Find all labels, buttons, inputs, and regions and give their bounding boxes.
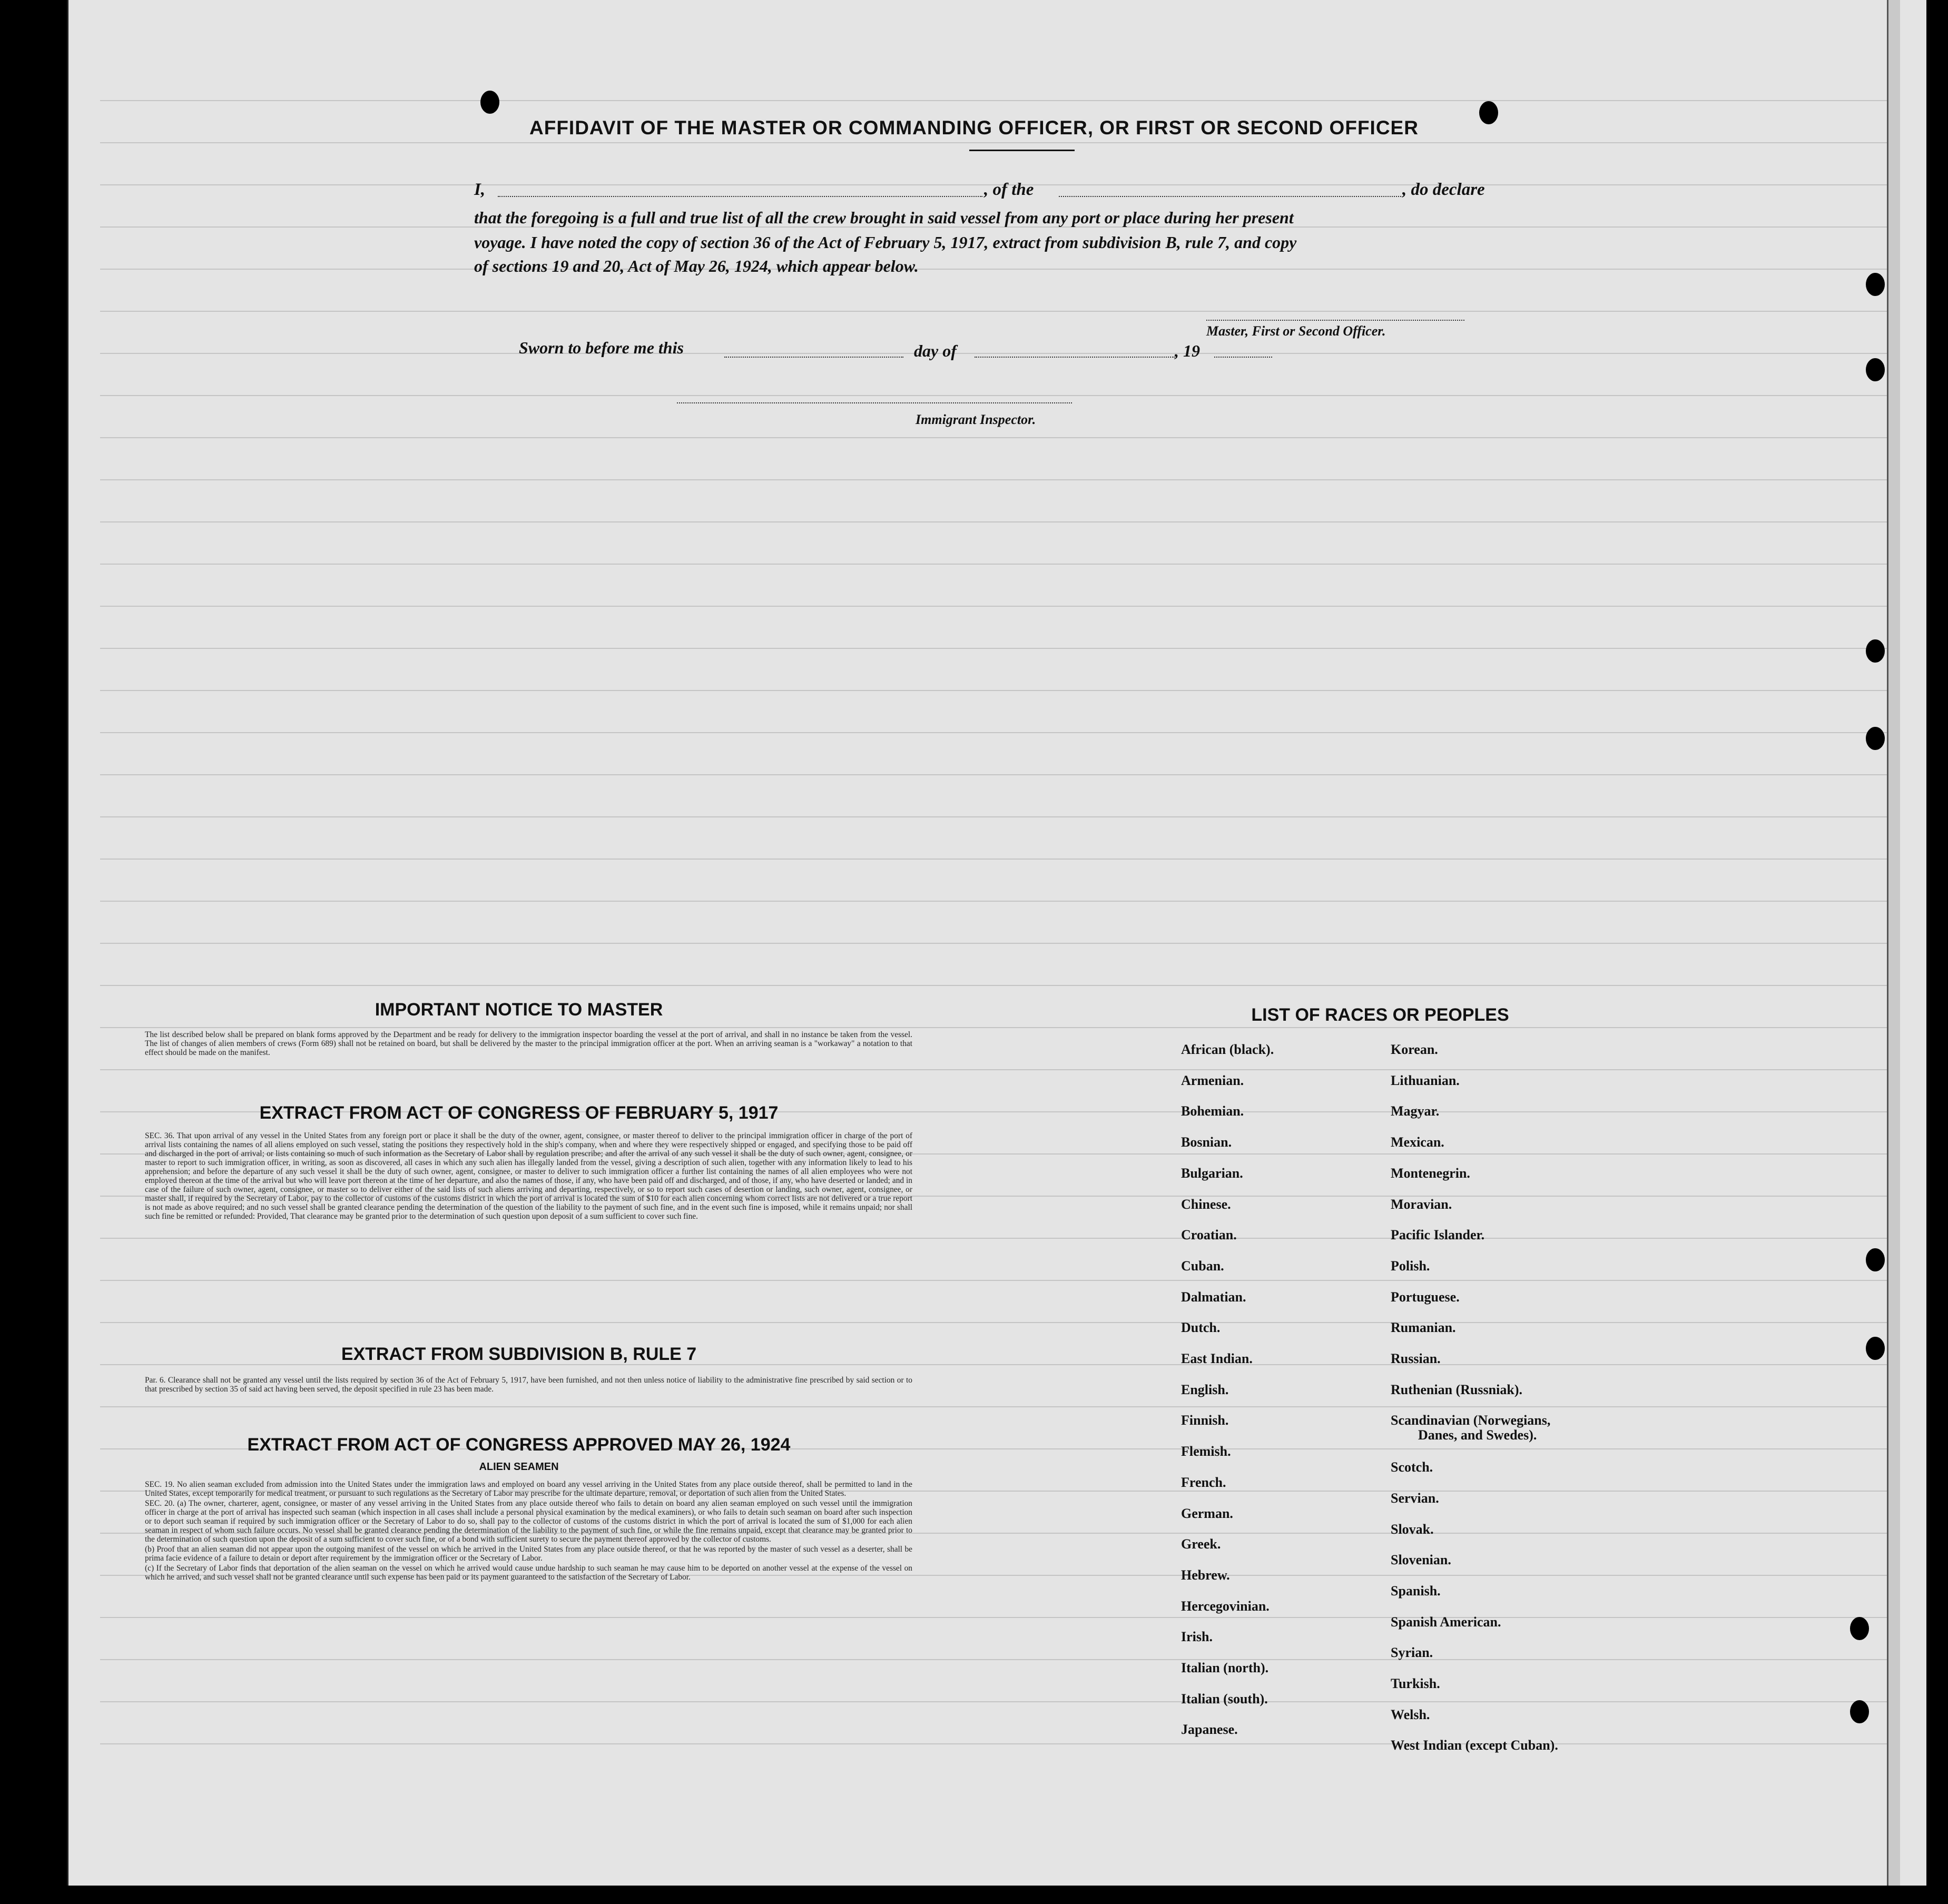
- punch-hole: [1866, 727, 1885, 750]
- race-item: Russian.: [1391, 1351, 1441, 1366]
- inspector-signature-blank[interactable]: [677, 402, 1072, 403]
- punch-hole: [1866, 1248, 1885, 1271]
- race-item: Spanish.: [1391, 1583, 1441, 1599]
- race-item: Lithuanian.: [1391, 1073, 1460, 1088]
- extract-1924-text: [145, 1480, 912, 1583]
- race-item: Bohemian.: [1181, 1103, 1244, 1119]
- punch-hole: [1866, 639, 1885, 663]
- sworn-day-blank[interactable]: [724, 357, 903, 358]
- race-item: Ruthenian (Russniak).: [1391, 1382, 1522, 1397]
- race-item: East Indian.: [1181, 1351, 1253, 1366]
- race-item: Syrian.: [1391, 1645, 1433, 1660]
- extract-1917-title: EXTRACT FROM ACT OF CONGRESS OF FEBRUARY 5, 1917: [259, 1103, 779, 1123]
- sec-20c-text: (c) If the Secretary of Labor finds that deportation of the alien seaman on the vessel on which he arrived would cause undue hardship to such seaman he may cause him to be deported on another vessel at the expense of the vessel on which he arrived, and such vessel shall not be granted clearance until such expense has been paid or its payment guaranteed to the satisfaction of the Secretary of Labor.: [145, 1564, 912, 1582]
- notice-title: IMPORTANT NOTICE TO MASTER: [375, 1000, 663, 1020]
- race-item: Flemish.: [1181, 1444, 1231, 1459]
- race-item: Mexican.: [1391, 1134, 1444, 1150]
- race-item: Italian (north).: [1181, 1660, 1269, 1675]
- race-item: Dalmatian.: [1181, 1289, 1246, 1305]
- race-item: West Indian (except Cuban).: [1391, 1738, 1558, 1753]
- race-item: Slovak.: [1391, 1522, 1434, 1537]
- race-item: Magyar.: [1391, 1103, 1440, 1119]
- punch-hole: [1850, 1700, 1869, 1723]
- year-label: , 19: [1175, 341, 1200, 360]
- affidavit-of-the: , of the: [984, 180, 1034, 199]
- race-item: Rumanian.: [1391, 1320, 1456, 1335]
- race-item: Croatian.: [1181, 1227, 1237, 1242]
- day-of-label: day of: [914, 341, 957, 360]
- affidavit-line-3: voyage. I have noted the copy of section 36 of the Act of February 5, 1917, extract from subdivision B, rule 7, and copy: [474, 233, 1297, 252]
- sec-19-text: SEC. 19. No alien seaman excluded from admission into the United States under the immigration laws and employed on board any vessel arriving in the United States from any place outside thereof, shall be permitted to land in the United States, except temporarily for medical treatment, or pursuant to such regulations as the Secretary of Labor may prescribe for the ultimate departure, removal, or deportation of such alien from the United States.: [145, 1480, 912, 1498]
- race-item: African (black).: [1181, 1042, 1274, 1057]
- extract-rule7-text: Par. 6. Clearance shall not be granted any vessel until the lists required by section 36 of the Act of February 5, 1917, have been furnished, and not then unless notice of liability to the administrative fine prescribed by said section or to that prescribed by section 35 of said act having been served, the deposit specified in rule 23 has been made.: [145, 1376, 912, 1394]
- sworn-year-blank[interactable]: [1214, 357, 1272, 358]
- inspector-caption: Immigrant Inspector.: [916, 412, 1036, 427]
- officer-name-blank[interactable]: [498, 196, 982, 197]
- race-item: Korean.: [1391, 1042, 1438, 1057]
- race-item: Danes, and Swedes).: [1418, 1427, 1537, 1443]
- race-item: Finnish.: [1181, 1413, 1229, 1428]
- master-caption: Master, First or Second Officer.: [1206, 323, 1386, 339]
- race-item: German.: [1181, 1506, 1233, 1521]
- affidavit-line-2: that the foregoing is a full and true list of all the crew brought in said vessel from any port or place during her present: [474, 208, 1294, 227]
- race-item: Irish.: [1181, 1629, 1213, 1644]
- race-item: Bosnian.: [1181, 1134, 1232, 1150]
- sec-20a-text: SEC. 20. (a) The owner, charterer, agent, consignee, or master of any vessel arriving in the United States from any place outside thereof who fails to detain on board any alien seaman employed on such vessel until the immigration officer in charge at the port of arrival has inspected such seaman (which inspection in all cases shall include a personal physical examination by the medical examiners), or who fails to detain such seaman on board after such inspection or to deport such seaman if required by such immigration officer or the Secretary of Labor to do so, shall pay to the collector of customs of the customs district in which the port of arrival is located the sum of $1,000 for each alien seaman in respect of whom such failure occurs. No vessel shall be granted clearance pending the determination of the liability to the payment of such fine, or while the fine remains unpaid, except that clearance may be granted prior to the determination of such question upon the deposit of a sum sufficient to cover such fine, or of a bond with sufficient surety to secure the payment thereof approved by the collector of customs.: [145, 1499, 912, 1544]
- affidavit-do-declare: , do declare: [1402, 180, 1485, 199]
- race-item: Spanish American.: [1391, 1614, 1501, 1630]
- race-item: Moravian.: [1391, 1197, 1452, 1212]
- race-item: Slovenian.: [1391, 1552, 1451, 1567]
- race-item: Hebrew.: [1181, 1567, 1230, 1583]
- race-item: Portuguese.: [1391, 1289, 1460, 1305]
- race-item: Montenegrin.: [1391, 1166, 1470, 1181]
- punch-hole: [1479, 101, 1498, 124]
- page-edge: [1887, 0, 1900, 1886]
- title-rule: [969, 150, 1075, 151]
- race-item: Pacific Islander.: [1391, 1227, 1485, 1242]
- punch-hole: [1850, 1617, 1869, 1640]
- punch-hole: [1866, 358, 1885, 381]
- race-item: English.: [1181, 1382, 1229, 1397]
- extract-rule7-title: EXTRACT FROM SUBDIVISION B, RULE 7: [341, 1344, 697, 1364]
- race-item: French.: [1181, 1475, 1226, 1490]
- race-item: Servian.: [1391, 1491, 1439, 1506]
- race-item: Turkish.: [1391, 1676, 1440, 1691]
- race-item: Scandinavian (Norwegians,: [1391, 1413, 1551, 1428]
- punch-hole: [1866, 1337, 1885, 1360]
- affidavit-line-4: of sections 19 and 20, Act of May 26, 1924, which appear below.: [474, 257, 919, 275]
- race-item: Hercegovinian.: [1181, 1599, 1270, 1614]
- race-item: Greek.: [1181, 1536, 1221, 1552]
- document-sheet: [67, 0, 1926, 1886]
- master-signature-blank[interactable]: [1206, 320, 1464, 321]
- race-item: Polish.: [1391, 1258, 1430, 1274]
- sworn-label: Sworn to before me this: [519, 338, 684, 357]
- vessel-name-blank[interactable]: [1059, 196, 1401, 197]
- extract-1924-title: EXTRACT FROM ACT OF CONGRESS APPROVED MAY 26, 1924: [247, 1435, 791, 1455]
- race-item: Italian (south).: [1181, 1691, 1268, 1706]
- race-item: Welsh.: [1391, 1707, 1430, 1722]
- punch-hole: [480, 91, 499, 114]
- race-item: Scotch.: [1391, 1459, 1433, 1475]
- race-item: Bulgarian.: [1181, 1166, 1243, 1181]
- race-item: Cuban.: [1181, 1258, 1224, 1274]
- races-title: LIST OF RACES OR PEOPLES: [1251, 1005, 1509, 1025]
- race-item: Chinese.: [1181, 1197, 1231, 1212]
- race-item: Japanese.: [1181, 1722, 1238, 1737]
- extract-1924-subtitle: ALIEN SEAMEN: [479, 1461, 559, 1473]
- notice-text: The list described below shall be prepared on blank forms approved by the Department and be ready for delivery to the immigration inspector boarding the vessel at the port of arrival, and shall in no instance be taken from the vessel. The list of changes of alien members of crews (Form 689) shall not be retained on board, but shall be delivered by the master to the principal immigration officer at the port. When an arriving seaman is a "workaway" a notation to that effect should be made on the manifest.: [145, 1030, 912, 1057]
- race-item: Dutch.: [1181, 1320, 1221, 1335]
- affidavit-i: I,: [474, 180, 486, 199]
- sec-20b-text: (b) Proof that an alien seaman did not appear upon the outgoing manifest of the vessel on which he arrived in the United States from any place outside thereof, or that he was reported by the master of such vessel as a deserter, shall be prima facie evidence of a failure to detain or deport after requirement by the immigration officer or the Secretary of Labor.: [145, 1545, 912, 1563]
- extract-1917-text: SEC. 36. That upon arrival of any vessel in the United States from any foreign port or place it shall be the duty of the owner, agent, consignee, or master thereof to deliver to the principal immigration officer in charge of the port of arrival lists containing the names of all aliens employed on such vessel, stating the positions they respectively hold in the ship's company, when and where they were respectively shipped or engaged, and specifying those to be paid off and discharged in the port of arrival; or lists containing so much of such information as the Secretary of Labor shall by regulation prescribe; and after the arrival of any such vessel it shall be the duty of such owner, agent, consignee, or master to report to such immigration officer, in writing, as soon as discovered, all cases in which any such alien has illegally landed from the vessel, giving a description of such alien, together with any information likely to lead to his apprehension; and before the departure of any such vessel it shall be the duty of such owner, agent, consignee, or master to deliver to such immigration officer a further list containing the names of all alien employees who were not employed thereon at the time of the arrival but who will leave port thereon at the time of her departure, and also the names of those, if any, who have been paid off and discharged, and of those, if any, who have deserted or landed; and in case of the failure of such owner, agent, consignee, or master so to deliver either of the said lists of such aliens arriving and departing, respectively, or so to report such cases of desertion or landing, such owner, agent, consignee, or master shall, if required by the Secretary of Labor, pay to the collector of customs of the customs district in which the port of arrival is located the sum of $10 for each alien concerning whom correct lists are not delivered or a true report is not made as above required; and no such vessel shall be granted clearance pending the determination of the question of the liability to the payment of such fine, and in the event such fine is imposed, while it remains unpaid; nor shall such fine be remitted or refunded: Provided, That clearance may be granted prior to the determination of such question upon deposit of a sum sufficient to cover such fine.: [145, 1131, 912, 1221]
- sworn-month-blank[interactable]: [975, 357, 1175, 358]
- race-item: Armenian.: [1181, 1073, 1244, 1088]
- affidavit-title: AFFIDAVIT OF THE MASTER OR COMMANDING OFFICER, OR FIRST OR SECOND OFFICER: [529, 117, 1419, 139]
- punch-hole: [1866, 273, 1885, 296]
